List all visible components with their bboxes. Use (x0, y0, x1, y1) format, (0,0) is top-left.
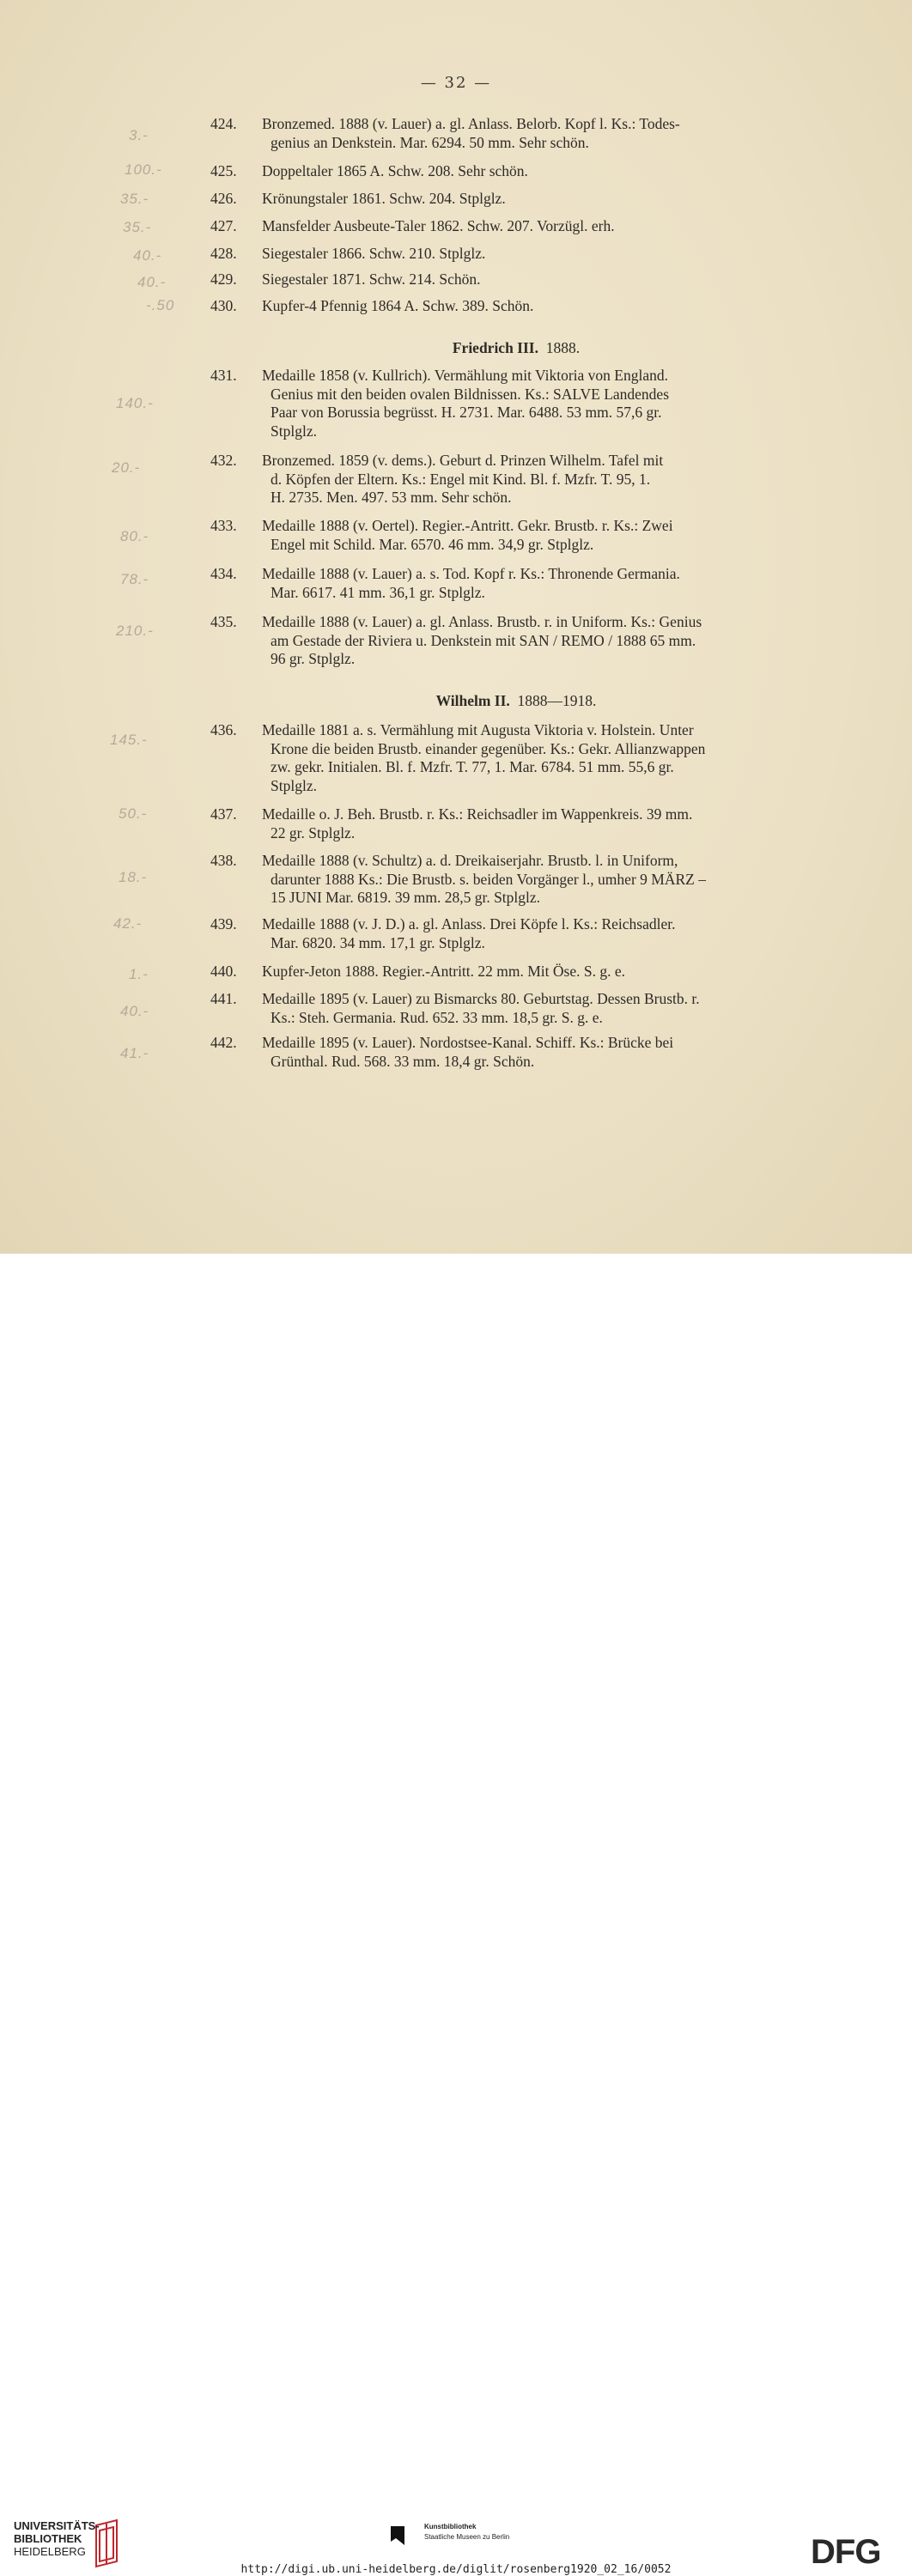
section-name: Friedrich III. (452, 339, 538, 356)
entry-line: Kupfer-Jeton 1888. Regier.-Antritt. 22 mm. Mit Öse. S. g. e. (262, 963, 625, 980)
section-name: Wilhelm II. (435, 692, 510, 709)
entry-line: Medaille 1858 (v. Kullrich). Vermählung mit Viktoria von England. (262, 367, 668, 384)
handwritten-price: 50.- (119, 805, 148, 822)
dfg-logo: DFG (811, 2533, 881, 2571)
entry-text (262, 963, 837, 981)
entry-text (262, 270, 837, 289)
entry-line: Bronzemed. 1888 (v. Lauer) a. gl. Anlass. Belorb. Kopf l. Ks.: Todes- (262, 115, 680, 132)
entry-line: Medaille 1888 (v. Lauer) a. s. Tod. Kopf r. Ks.: Thronende Germania. (262, 565, 680, 582)
entry-number: 426. (210, 190, 237, 207)
section-years: 1888—1918. (517, 692, 597, 709)
catalog-entry (210, 805, 837, 842)
entry-number: 427. (210, 217, 237, 234)
entry-line: Mar. 6617. 41 mm. 36,1 gr. Stplglz. (271, 583, 485, 601)
entry-line: Medaille 1881 a. s. Vermählung mit Augusta Viktoria v. Holstein. Unter (262, 721, 694, 738)
entry-number: 435. (210, 613, 237, 630)
entry-line: 96 gr. Stplglz. (271, 650, 356, 667)
section-years: 1888. (545, 339, 581, 356)
page-number: — 32 — (420, 74, 492, 92)
footer (0, 1254, 912, 2576)
entry-text (262, 852, 837, 908)
entry-text (262, 367, 837, 440)
entry-line: Medaille 1895 (v. Lauer) zu Bismarcks 80. Geburtstag. Dessen Brustb. r. (262, 990, 700, 1007)
entry-text (262, 915, 837, 952)
handwritten-price: 40.- (120, 1003, 149, 1019)
handwritten-price: 35.- (123, 219, 152, 235)
handwritten-price: 78.- (120, 571, 149, 587)
entry-line: Medaille 1888 (v. Oertel). Regier.-Antritt. Gekr. Brustb. r. Ks.: Zwei (262, 517, 673, 534)
entry-line: Mar. 6820. 34 mm. 17,1 gr. Stplglz. (271, 933, 485, 951)
section-heading-friedrich (0, 339, 912, 357)
catalog-entry (210, 517, 837, 554)
entry-number: 438. (210, 852, 237, 869)
catalog-entry (210, 217, 837, 236)
handwritten-price: 35.- (120, 191, 149, 207)
catalog-entry (210, 297, 837, 316)
entry-line: d. Köpfen der Eltern. Ks.: Engel mit Kind. Bl. f. Mzfr. T. 95, 1. (271, 470, 651, 488)
entry-text (262, 613, 837, 669)
entry-line: Krönungstaler 1861. Schw. 204. Stplglz. (262, 190, 506, 207)
entry-text (262, 517, 837, 554)
entry-line: Medaille 1888 (v. Lauer) a. gl. Anlass. Brustb. r. in Uniform. Ks.: Genius (262, 613, 702, 630)
catalog-entry (210, 1034, 837, 1071)
handwritten-price: 145.- (110, 732, 148, 748)
entry-line: H. 2735. Men. 497. 53 mm. Sehr schön. (271, 489, 512, 506)
entry-text (262, 721, 837, 795)
catalog-entry (210, 721, 837, 795)
entry-line: Stplglz. (271, 422, 317, 440)
entry-number: 441. (210, 990, 237, 1007)
kunstbibliothek-label (424, 2522, 509, 2543)
entry-text (262, 452, 837, 507)
library-line-2: BIBLIOTHEK (14, 2532, 82, 2545)
entry-line: Engel mit Schild. Mar. 6570. 46 mm. 34,9 gr. Stplglz. (271, 535, 594, 553)
handwritten-price: 210.- (116, 623, 154, 639)
entry-number: 437. (210, 805, 237, 823)
entry-line: zw. gekr. Initialen. Bl. f. Mzfr. T. 77, 1. Mar. 6784. 51 mm. 55,6 gr. (271, 758, 674, 775)
handwritten-price: 80.- (120, 528, 149, 544)
entry-number: 430. (210, 297, 237, 314)
catalog-entry (210, 190, 837, 209)
entry-line: Stplglz. (271, 776, 317, 794)
entry-number: 434. (210, 565, 237, 582)
entry-text (262, 1034, 837, 1071)
kunstbibliothek-name: Kunstbibliothek (424, 2523, 477, 2530)
handwritten-price: 40.- (137, 274, 167, 290)
handwritten-price: 140.- (116, 395, 154, 411)
entry-line: Bronzemed. 1859 (v. dems.). Geburt d. Prinzen Wilhelm. Tafel mit (262, 452, 664, 469)
library-line-1: UNIVERSITÄTS- (14, 2519, 100, 2532)
entry-text (262, 162, 837, 181)
entry-text (262, 115, 837, 152)
handwritten-price: -.50 (146, 297, 175, 313)
handwritten-price: 40.- (133, 247, 162, 264)
entry-number: 424. (210, 115, 237, 132)
catalog-entry (210, 990, 837, 1027)
entry-line: Genius mit den beiden ovalen Bildnissen. Ks.: SALVE Landendes (271, 385, 670, 403)
entry-text (262, 990, 837, 1027)
entry-line: 15 JUNI Mar. 6819. 39 mm. 28,5 gr. Stplglz. (271, 889, 541, 906)
handwritten-price: 1.- (129, 966, 149, 982)
entry-line: Krone die beiden Brustb. einander gegenüber. Ks.: Gekr. Allianzwappen (271, 739, 706, 757)
entry-line: Paar von Borussia begrüsst. H. 2731. Mar. 6488. 53 mm. 57,6 gr. (271, 404, 662, 421)
handwritten-price: 18.- (119, 869, 148, 885)
library-line-3: HEIDELBERG (14, 2545, 86, 2558)
entry-line: Kupfer-4 Pfennig 1864 A. Schw. 389. Schön. (262, 297, 534, 314)
entry-line: darunter 1888 Ks.: Die Brustb. s. beiden Vorgänger l., umher 9 MÄRZ – (271, 870, 706, 888)
entry-line: Doppeltaler 1865 A. Schw. 208. Sehr schön. (262, 162, 528, 179)
entry-line: Grünthal. Rud. 568. 33 mm. 18,4 gr. Schön. (271, 1052, 535, 1070)
entry-line: Medaille 1888 (v. Schultz) a. d. Dreikaiserjahr. Brustb. l. in Uniform, (262, 852, 678, 869)
section-heading-wilhelm (0, 692, 912, 710)
catalog-entry (210, 115, 837, 152)
entry-line: genius an Denkstein. Mar. 6294. 50 mm. Sehr schön. (271, 133, 589, 151)
entry-text (262, 217, 837, 236)
catalog-entry (210, 245, 837, 264)
handwritten-price: 20.- (112, 459, 141, 476)
kunstbibliothek-logo-icon (389, 2521, 406, 2549)
entry-text (262, 245, 837, 264)
entry-line: am Gestade der Riviera u. Denkstein mit SAN / REMO / 1888 65 mm. (271, 631, 696, 649)
catalog-entry (210, 452, 837, 507)
entry-number: 429. (210, 270, 237, 288)
entry-text (262, 805, 837, 842)
entry-line: Medaille 1895 (v. Lauer). Nordostsee-Kanal. Schiff. Ks.: Brücke bei (262, 1034, 674, 1051)
entry-number: 425. (210, 162, 237, 179)
catalog-entry (210, 270, 837, 289)
museen-name: Staatliche Museen zu Berlin (424, 2533, 510, 2541)
entry-number: 436. (210, 721, 237, 738)
catalog-entry (210, 852, 837, 908)
entry-number: 433. (210, 517, 237, 534)
entry-text (262, 297, 837, 316)
entry-line: Ks.: Steh. Germania. Rud. 652. 33 mm. 18,5 gr. S. g. e. (271, 1008, 603, 1026)
entry-line: Mansfelder Ausbeute-Taler 1862. Schw. 207. Vorzügl. erh. (262, 217, 615, 234)
entry-number: 439. (210, 915, 237, 933)
entry-line: Siegestaler 1866. Schw. 210. Stplglz. (262, 245, 486, 262)
handwritten-price: 42.- (113, 915, 143, 932)
handwritten-price: 100.- (125, 161, 162, 178)
source-url[interactable]: http://digi.ub.uni-heidelberg.de/diglit/rosenberg1920_02_16/0052 (240, 2563, 672, 2576)
entry-number: 440. (210, 963, 237, 980)
entry-line: Medaille 1888 (v. J. D.) a. gl. Anlass. Drei Köpfe l. Ks.: Reichsadler. (262, 915, 676, 933)
entry-text (262, 190, 837, 209)
catalog-entry (210, 613, 837, 669)
entry-line: 22 gr. Stplglz. (271, 823, 356, 841)
entry-number: 428. (210, 245, 237, 262)
entry-number: 431. (210, 367, 237, 384)
entry-line: Medaille o. J. Beh. Brustb. r. Ks.: Reichsadler im Wappenkreis. 39 mm. (262, 805, 693, 823)
catalog-entry (210, 162, 837, 181)
handwritten-price: 3.- (129, 127, 149, 143)
entry-line: Siegestaler 1871. Schw. 214. Schön. (262, 270, 481, 288)
entry-text (262, 565, 837, 602)
scanned-page (0, 0, 912, 1254)
catalog-entry (210, 565, 837, 602)
entry-number: 442. (210, 1034, 237, 1051)
catalog-entry (210, 963, 837, 981)
catalog-entry (210, 367, 837, 440)
handwritten-price: 41.- (120, 1045, 149, 1061)
university-library-name (14, 2519, 100, 2558)
catalog-entry (210, 915, 837, 952)
entry-number: 432. (210, 452, 237, 469)
